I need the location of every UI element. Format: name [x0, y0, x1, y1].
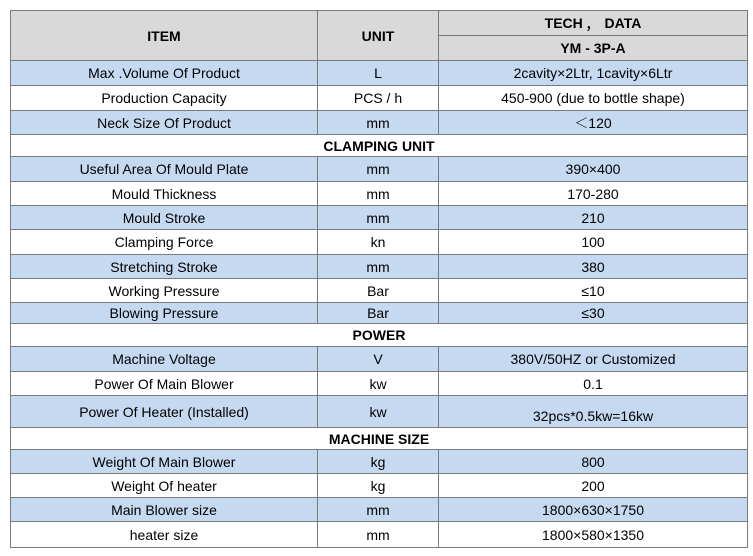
table-row [11, 230, 748, 255]
header-item: ITEM [11, 11, 318, 61]
row-item: Max .Volume Of Product [11, 61, 318, 86]
row-value: 0.1 [439, 372, 748, 396]
header-unit: UNIT [318, 11, 439, 61]
row-unit: mm [318, 157, 439, 182]
section-title-machine-size: MACHINE SIZE [11, 428, 748, 450]
header-model: YM - 3P-A [439, 36, 748, 61]
row-item: Stretching Stroke [11, 255, 318, 279]
row-unit: kw [318, 396, 439, 428]
row-value: 1800×580×1350 [439, 522, 748, 548]
row-unit: PCS / h [318, 86, 439, 111]
row-item: Weight Of heater [11, 474, 318, 498]
row-item: Mould Stroke [11, 206, 318, 230]
row-value: 32pcs*0.5kw=16kw [439, 396, 748, 428]
table-row [11, 303, 748, 324]
row-unit: V [318, 347, 439, 372]
table-row [11, 279, 748, 303]
table-row [11, 61, 748, 86]
table-row [11, 347, 748, 372]
table-row [11, 182, 748, 206]
table-row [11, 450, 748, 474]
section-title-clamping-unit: CLAMPING UNIT [11, 135, 748, 157]
row-value: 200 [439, 474, 748, 498]
row-value: 1800×630×1750 [439, 498, 748, 522]
section-header-row [11, 135, 748, 157]
row-item: heater size [11, 522, 318, 548]
row-value: 170-280 [439, 182, 748, 206]
table-row [11, 396, 748, 428]
row-unit: Bar [318, 279, 439, 303]
row-value: 380V/50HZ or Customized [439, 347, 748, 372]
row-unit: Bar [318, 303, 439, 324]
row-value: ≤30 [439, 303, 748, 324]
row-item: Useful Area Of Mould Plate [11, 157, 318, 182]
row-unit: kg [318, 474, 439, 498]
header-row-1 [11, 11, 748, 36]
section-title-power: POWER [11, 324, 748, 347]
row-unit: mm [318, 206, 439, 230]
row-value: 100 [439, 230, 748, 255]
spec-table [10, 10, 748, 548]
row-item: Machine Voltage [11, 347, 318, 372]
table-row [11, 474, 748, 498]
row-value: 2cavity×2Ltr, 1cavity×6Ltr [439, 61, 748, 86]
row-unit: L [318, 61, 439, 86]
row-unit: kg [318, 450, 439, 474]
row-unit: mm [318, 182, 439, 206]
table-row [11, 111, 748, 135]
row-item: Production Capacity [11, 86, 318, 111]
row-value: 800 [439, 450, 748, 474]
table-row [11, 86, 748, 111]
table-row [11, 157, 748, 182]
table-row [11, 498, 748, 522]
section-header-row [11, 428, 748, 450]
row-unit: kw [318, 372, 439, 396]
section-header-row [11, 324, 748, 347]
row-item: Blowing Pressure [11, 303, 318, 324]
row-item: Mould Thickness [11, 182, 318, 206]
row-item: Power Of Heater (Installed) [11, 396, 318, 428]
row-item: Power Of Main Blower [11, 372, 318, 396]
row-unit: mm [318, 498, 439, 522]
table-row [11, 522, 748, 548]
row-unit: mm [318, 522, 439, 548]
table-row [11, 372, 748, 396]
row-unit: mm [318, 111, 439, 135]
row-unit: mm [318, 255, 439, 279]
row-item: Working Pressure [11, 279, 318, 303]
row-item: Main Blower size [11, 498, 318, 522]
row-item: Neck Size Of Product [11, 111, 318, 135]
row-item: Clamping Force [11, 230, 318, 255]
row-item: Weight Of Main Blower [11, 450, 318, 474]
table-row [11, 255, 748, 279]
table-row [11, 206, 748, 230]
row-value: 210 [439, 206, 748, 230]
header-tech-data: TECH ， DATA [439, 11, 748, 36]
row-value: 450-900 (due to bottle shape) [439, 86, 748, 111]
row-value: 380 [439, 255, 748, 279]
row-value: 390×400 [439, 157, 748, 182]
row-unit: kn [318, 230, 439, 255]
row-value: ≤10 [439, 279, 748, 303]
row-value: ＜120 [439, 111, 748, 135]
